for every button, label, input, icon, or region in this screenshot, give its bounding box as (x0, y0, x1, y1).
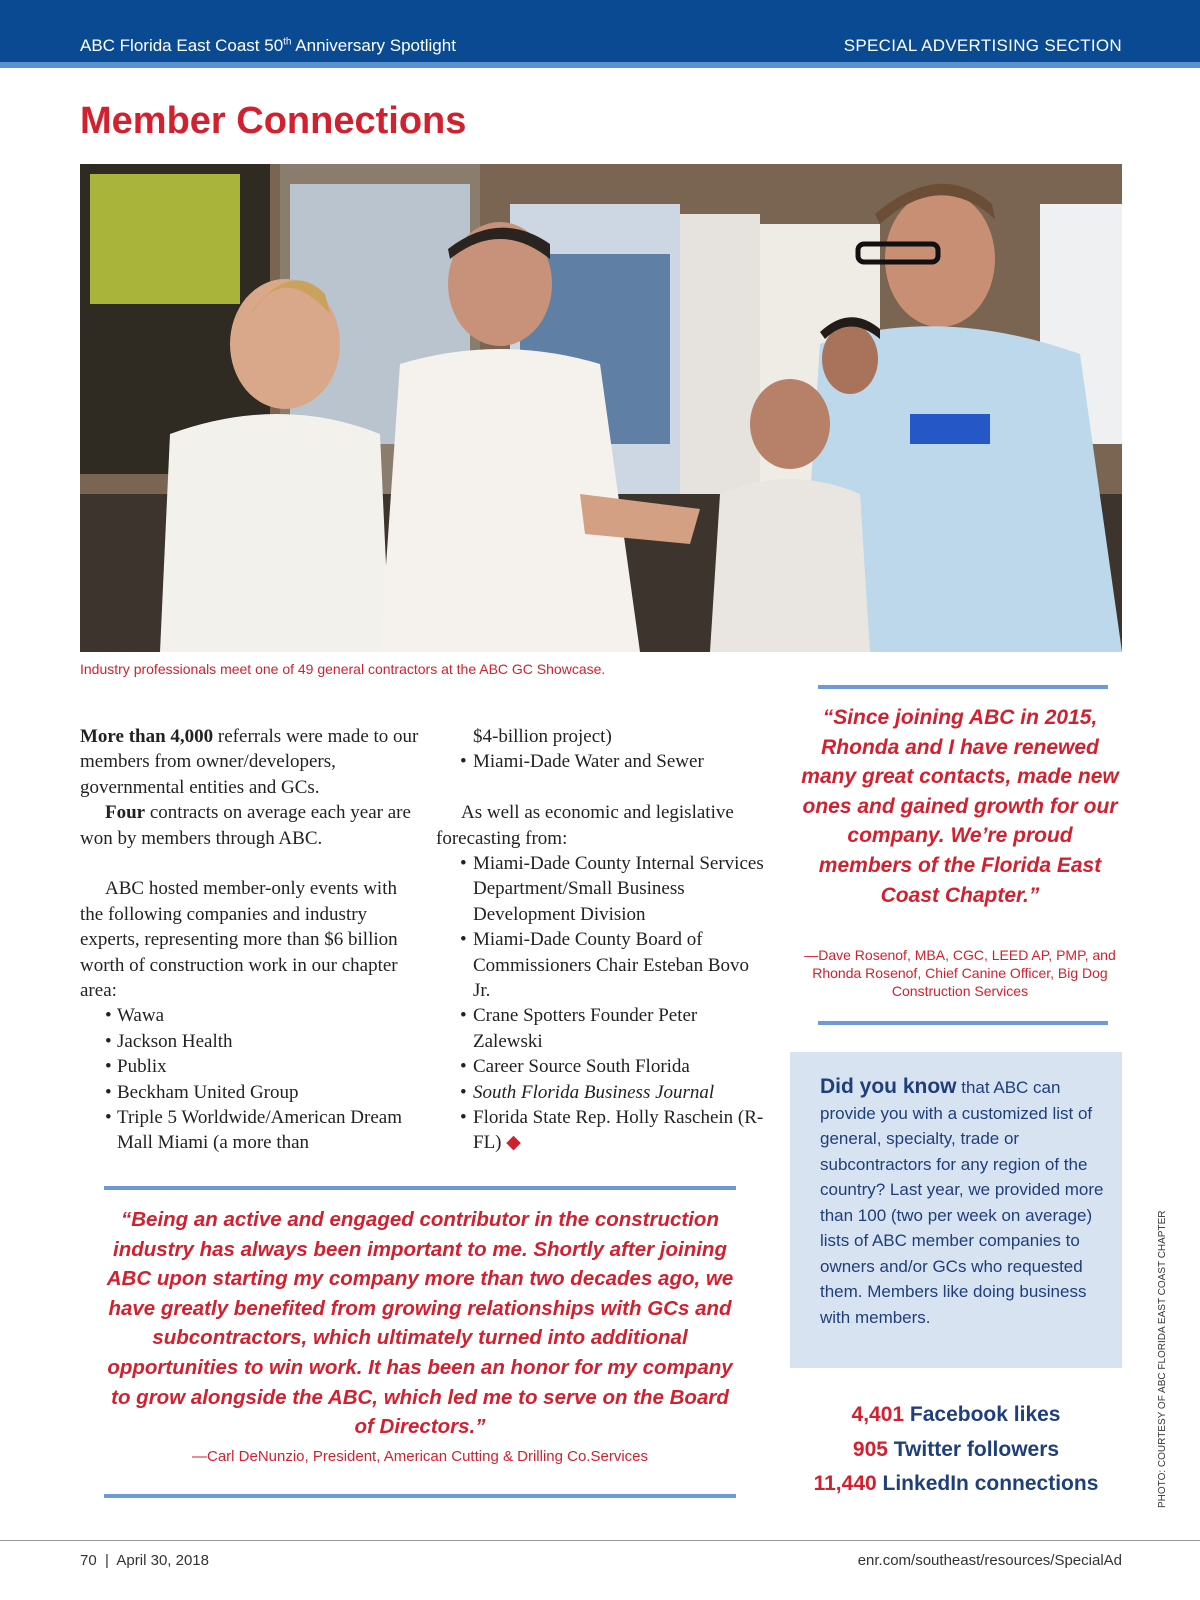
list-item: • Beckham United Group (80, 1080, 420, 1105)
bottom-quote-top-rule (104, 1186, 736, 1190)
footer-divider (0, 1540, 1200, 1541)
event-photo (80, 164, 1122, 652)
header-divider (0, 62, 1200, 68)
photo-credit: PHOTO: COURTESY OF ABC FLORIDA EAST COAST CHAPTER (1157, 1210, 1168, 1508)
stat-facebook: 4,401 Facebook likes (851, 1403, 1061, 1426)
did-you-know-box (790, 1052, 1122, 1368)
list-item: • Miami-Dade County Board of Commissioners Chair Esteban Bovo Jr. (436, 927, 766, 1003)
forecasting-paragraph: As well as economic and legislative forecasting from: (436, 802, 734, 849)
header-title: ABC Florida East Coast 50th Anniversary Spotlight (80, 36, 456, 55)
list-item: • Wawa (80, 1003, 420, 1028)
pull-quote-bottom: “Being an active and engaged contributor in the construction industry has always been important to me. Shortly after joining ABC upon starting my company more than two decades ago, we have greatly benefited from growing relationships with GCs and subcontractors, which ultimately turned into additional opportunities to win work. It has been an honor for my company to grow alongside the ABC, which led me to serve on the Board of Directors.” (106, 1208, 734, 1439)
did-you-know-text: Did you know that ABC can provide you with a customized list of general, specialty, trade or subcontractors for any region of the country? Last year, we provided more than 100 (two per week on average) lists of ABC member companies to owners and/or GCs who requested them. Members like doing business with members. (820, 1075, 1104, 1327)
companies-list (80, 1003, 420, 1155)
list-item: • Florida State Rep. Holly Raschein (R-FL) ◆ (436, 1105, 766, 1156)
quote-top-rule (818, 685, 1108, 689)
list-item: • Miami-Dade Water and Sewer (436, 749, 766, 774)
companies-list-continued (436, 749, 766, 774)
footer-url: enr.com/southeast/resources/SpecialAd (857, 1552, 1122, 1569)
event-photo-illustration (80, 164, 1122, 652)
stat-linkedin: 11,440 LinkedIn connections (813, 1472, 1099, 1495)
body-column-1 (80, 724, 420, 1156)
body-column-2 (436, 724, 766, 1156)
list-item: • South Florida Business Journal (436, 1080, 766, 1105)
pull-quote-right-attribution: —Dave Rosenof, MBA, CGC, LEED AP, PMP, and Rhonda Rosenof, Chief Canine Officer, Big Dog Construction Services (804, 947, 1116, 999)
list-item: • Crane Spotters Founder Peter Zalewski (436, 1003, 766, 1054)
events-paragraph: ABC hosted member-only events with the following companies and industry experts, representing more than $6 billion worth of construction work in our chapter area: (80, 878, 398, 1002)
pull-quote-right: “Since joining ABC in 2015, Rhonda and I have renewed many great contacts, made new ones and gained growth for our company. We’re proud members of the Florida East Coast Chapter.” (801, 706, 1119, 907)
end-mark-icon: ◆ (506, 1132, 521, 1154)
list-item: • Triple 5 Worldwide/American Dream Mall Miami (a more than (80, 1105, 420, 1156)
header-section-label: SPECIAL ADVERTISING SECTION (843, 36, 1122, 55)
list-item: • Miami-Dade County Internal Services Department/Small Business Development Division (436, 851, 766, 927)
quote-bottom-rule (818, 1021, 1108, 1025)
pull-quote-bottom-attribution: —Carl DeNunzio, President, American Cutting & Drilling Co.Services (191, 1448, 648, 1465)
list-item: • Publix (80, 1054, 420, 1079)
list-item: • Jackson Health (80, 1029, 420, 1054)
page-title: Member Connections (80, 100, 467, 142)
forecasting-list (436, 851, 766, 1156)
list-item: • Career Source South Florida (436, 1054, 766, 1079)
photo-caption: Industry professionals meet one of 49 general contractors at the ABC GC Showcase. (80, 661, 606, 677)
referrals-paragraph: More than 4,000 referrals were made to our members from owner/developers, governmental entities and GCs. (80, 726, 419, 798)
page-number-date: 70 | April 30, 2018 (80, 1552, 209, 1569)
social-stats (790, 1398, 1122, 1502)
bottom-quote-bottom-rule (104, 1494, 736, 1498)
list-continuation: $4-billion project) (473, 726, 612, 747)
stat-twitter: 905 Twitter followers (852, 1437, 1060, 1461)
contracts-paragraph: Four contracts on average each year are won by members through ABC. (80, 802, 411, 849)
